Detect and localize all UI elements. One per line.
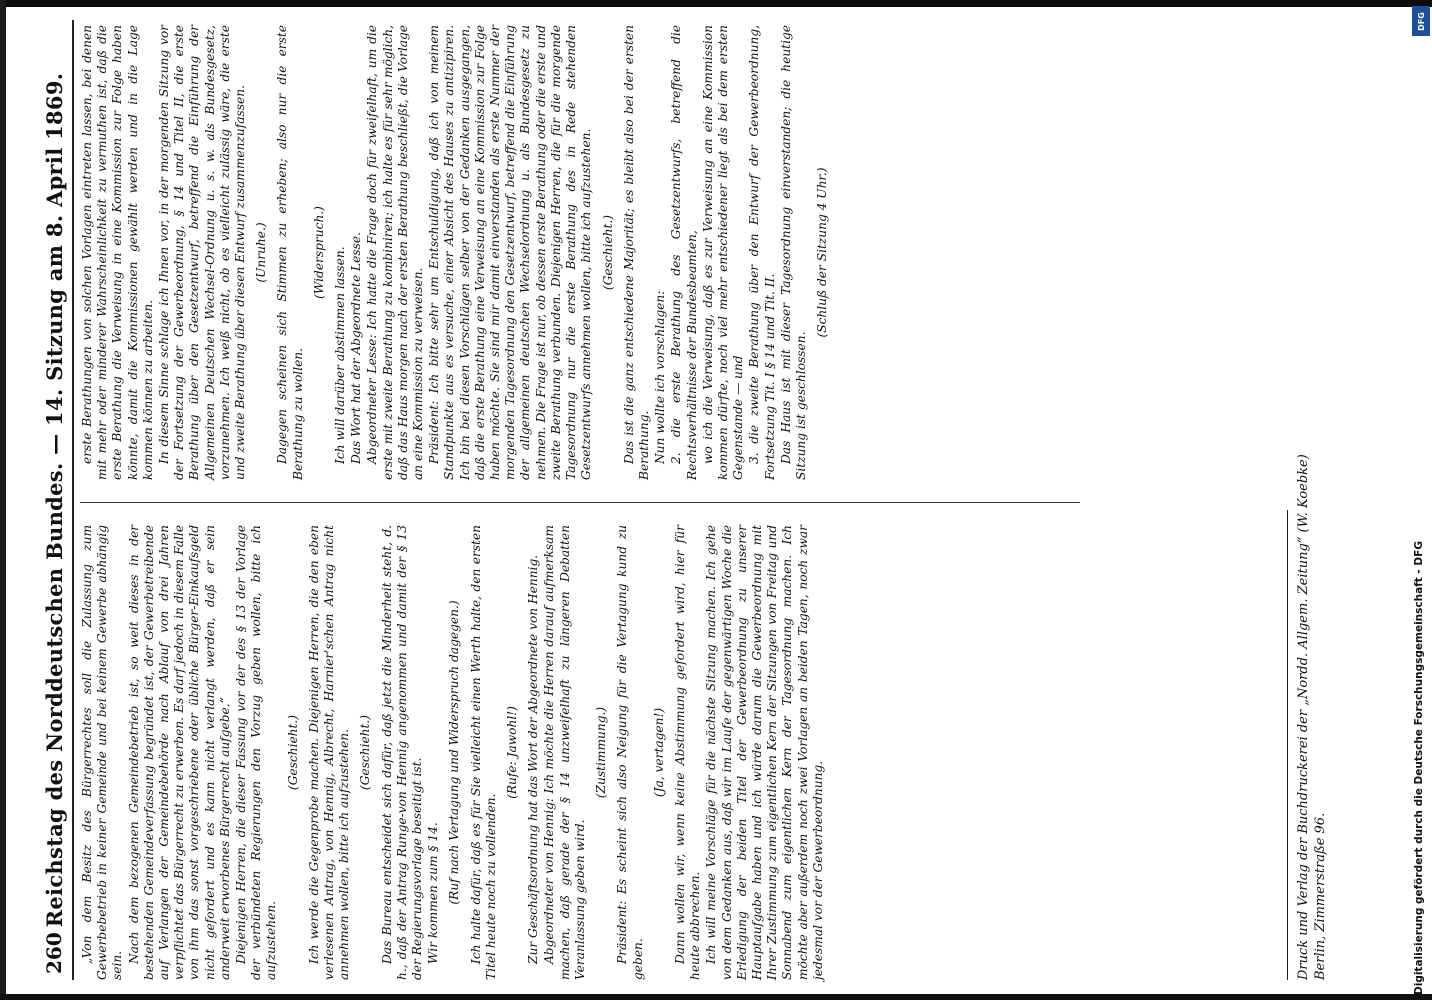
paragraph: Das Bureau entscheidet sich dafür, daß jetzt die Minderheit steht, d. h., daß der Antrag Runge-von Hennig angenommen und damit der § 13 der Regierungsvorlage beseitigt ist. [379,525,425,980]
column-divider [80,502,1080,503]
paragraph: Das Wort hat der Abgeordnete Lesse. [349,232,364,464]
stage-direction: (Ja, vertagen!) [651,707,666,798]
dfg-logo [1412,6,1430,36]
imprint [1295,380,1355,980]
header-rule [72,20,74,980]
paragraph: 3. die zweite Berathung über den Entwurf der Gewerbeordnung, Fortsetzung Tit. I § 14 und Tit. II. [747,25,777,480]
scan-edge-top [0,0,1432,7]
paragraph: Ich will darüber abstimmen lassen. [333,246,348,464]
paragraph: Dann wollen wir, wenn keine Abstimmung gefordert wird, hier für heute abbrechen. [672,525,703,980]
stage-direction: (Zustimmung.) [594,706,609,799]
stage-direction: (Ruf nach Vertagung und Widerspruch dagegen.) [447,600,462,905]
paragraph: Das Haus ist mit dieser Tagesordnung einverstanden; die heutige Sitzung ist geschlossen. [778,25,808,480]
paragraph: Das ist die ganz entschiedene Majorität; es bleibt also bei der ersten Berathung. [621,25,651,480]
imprint-line-2: Berlin, Zimmerstraße 96. [1313,812,1328,980]
stage-direction: (Schluß der Sitzung 4 Uhr.) [815,167,830,338]
paragraph: Ich halte dafür, daß es für Sie vielleicht einen Werth halte, den ersten Titel heute noch zu vollenden. [468,525,498,980]
stage-direction: (Geschieht.) [600,214,615,291]
left-column [80,525,827,980]
paragraph: Ich will meine Vorschläge für die nächste Sitzung machen. Ich gehe von dem Gedanken aus, daß wir im Laufe der gegenwärtigen Woche die Erledigung der beiden Titel der Gewerbeordnung zu unserer Hauptaufgabe haben und ich würde darum die Gewerbeordnung mit Ihrer Zustimmung zum eigentlichen Kern der Sitzungen von Freitag und Sonnabend zum eigentlichen Kern der Tagesordnung machen. Ich möchte aber außerdem noch zwei Vorlagen an beiden Tagen, noch zwar jedesmal vor der Gewerbeordnung. [704,525,825,980]
paragraph: wo ich die Verweisung, daß es zur Verweisung an eine Kommission kommen dürfte, noch viel mehr entschiedener liegt als bei dem ersten Gegenstande — und [700,25,746,480]
right-column [80,25,836,480]
scan-edge-left [0,0,6,1000]
paragraph: Zur Geschäftsordnung hat das Wort der Abgeordnete von Hennig. [526,554,541,964]
stage-direction: (Rufe: Jawohl!) [505,706,520,799]
paragraph: Präsident: Es scheint sich also Neigung für die Vertagung kund zu geben. [615,525,645,980]
stage-direction: (Geschieht.) [285,714,300,791]
stage-direction: (Geschieht.) [358,714,373,791]
paragraph: Nun wollte ich vorschlagen: [653,290,668,464]
imprint-line-1: Druck und Verlag der Buchdruckerei der „Nordd. Allgem. Zeitung“ (W. Koebke) [1296,454,1311,980]
paragraph: Präsident: Ich bitte sehr um Entschuldigung, daß ich von meinem Standpunkte aus es versuche, einer Absicht des Hauses zu antizipiren. Ich bin bei diesen Vorschlägen selber von der Gedanken ausgegangen, daß die erste Berathung eine Verweisung an eine Kommission zur Folge haben möchte. Sie sind mir damit einverstanden als erste Nummer der morgenden Tagesordnung den Gesetzentwurf, betreffend die Einführung der allgemeinen deutschen Wechselordnung u. als Bundesgesetz zu nehmen. Die Frage ist nur, ob dessen erste Berathung oder die erste und zweite Berathung verbunden. Diejenigen Herren, die für die morgende Tagesordnung nur die erste Berathung des in Rede stehenden Gesetzentwurfs annehmen wollen, bitte ich aufzustehen. [427,25,594,480]
paragraph: erste Berathungen von solchen Vorlagen eintreten lassen, bei denen mit mehr oder minderer Wahrscheinlichkeit zu vermuthen ist, daß die erste Berathung die Verweisung in eine Kommission zur Folge haben könnte, damit die Kommissionen gewählt werden und in die Lage kommen können zu arbeiten. [80,25,155,480]
paragraph: Abgeordneter Lesse: Ich hatte die Frage doch für zweifelhaft, um die erste mit zweite Berathung zu kombiniren; ich halte es für sehr möglich, daß das Haus morgen nach der ersten Berathung beschließt, die Vorlage an eine Kommission zu verweisen. [365,25,426,480]
page-number: 260 [42,932,66,974]
digitization-note: Digitalisierung gefördert durch die Deutsche Forschungsgemeinschaft - DFG [1413,541,1425,995]
imprint-rule [1287,510,1288,980]
paragraph: Ich werde die Gegenprobe machen. Diejenigen Herren, die den eben verlesenen Antrag, von Hennig, Albrecht, Harnier'schen Antrag nicht annehmen wollen, bitte ich aufzustehen. [306,525,352,980]
paragraph: Abgeordneter von Hennig: Ich möchte die Herren darauf aufmerksam machen, daß gerade der § 14 unzweifelhaft zu längeren Debatten Veranlassung geben wird. [542,525,587,980]
page-header [40,20,70,980]
paragraph: 2. die erste Berathung des Gesetzentwurfs, betreffend die Rechtsverhältnisse der Bundesbeamten, [669,25,699,480]
dfg-badge-text: DFG [1416,11,1426,31]
paragraph: Dagegen scheinen sich Stimmen zu erheben; also nur die erste Berathung zu wollen. [275,25,305,480]
paragraph: In diesem Sinne schlage ich Ihnen vor, in der morgenden Sitzung vor der Fortsetzung der Gewerbeordnung, § 14 und Titel II, die erste Berathung über den Gesetzentwurf, betreffend die Einführung der Allgemeinen Deutschen Wechsel-Ordnung u. s. w. als Bundesgesetz, vorzunehmen. Ich weiß nicht, ob es vielleicht zulässig wäre, die erste und zweite Berathung über diesen Entwurf zusammenzufassen. [157,25,248,480]
paragraph: Wir kommen zum § 14. [426,822,441,964]
document-page [40,20,1100,980]
paragraph: Diejenigen Herren, die dieser Fassung vor der des § 13 der Vorlage der verbündeten Regierungen den Vorzug geben wollen, bitte ich aufzustehen. [234,525,279,980]
paragraph: Nach dem bezogenen Gemeindebetrieb ist, so weit dieses in der bestehenden Gemeindeverfassung begründet ist, der Gewerbetreibende auf Verlangen der Gemeindebehörde nach Ablauf von drei Jahren verpflichtet das Bürgerrecht zu erwerben. Es darf jedoch in diesem Falle von ihm das sonst vorgeschriebene oder übliche Bürger-Einkaufsgeld nicht gefordert und es kann nicht verlangt werden, daß er sein anderweit erworbenes Bürgerrecht aufgebe.“ [126,525,232,980]
stage-direction: (Widerspruch.) [311,206,326,299]
stage-direction: (Unruhe.) [254,222,269,283]
running-title: Reichstag des Norddeutschen Bundes. — 14. Sitzung am 8. April 1869. [42,72,67,928]
scan-edge-bottom [0,994,1432,1000]
paragraph: „Von dem Besitz des Bürgerrechtes soll die Zulassung zum Gewerbebetrieb in keiner Gemeinde und bei keinem Gewerbe abhängig sein. [80,525,125,980]
